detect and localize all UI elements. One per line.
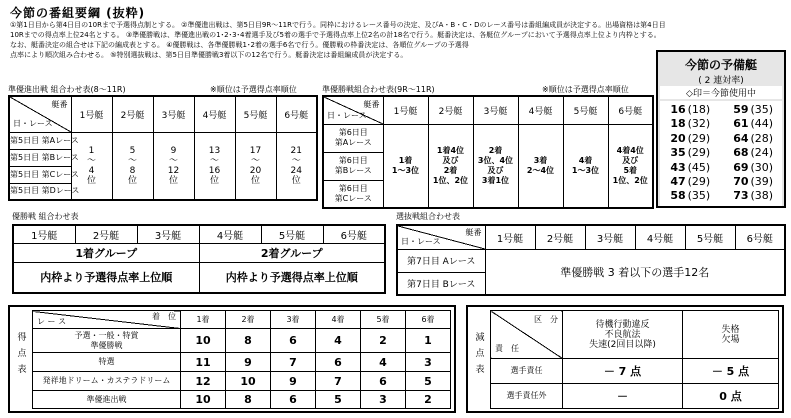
reserve-boat: 70: [733, 175, 749, 189]
row-header: 第7日目 Bレース: [397, 272, 485, 295]
points-cell: 8: [226, 391, 271, 409]
reserve-row: [660, 146, 782, 160]
reserve-boat: 47: [670, 175, 686, 189]
header-label: 艇番: [51, 100, 68, 109]
intro-line: ①第1日目から第4日目の10Rまで予選得点制とする。 ②準優進出戦は、第5日目9R～11Rで行う。同枠におけるレース番号の決定、及びA・B・C・Dのレース番号は番組編成員が決定する。出場資格は第4日目: [10, 21, 666, 29]
final-table: [12, 224, 386, 294]
rank-cell: 4着4位 及び 5着 1位、2位: [608, 124, 653, 208]
reserve-list: [660, 101, 782, 206]
header-label: 責 任: [495, 344, 519, 353]
special-corner: [397, 225, 485, 249]
special-table: [396, 224, 786, 296]
special-title: 選抜戦組合わせ表: [396, 212, 460, 221]
row-header: 第5日目 第Dレース: [9, 183, 71, 200]
points-cell: 10: [181, 391, 226, 409]
special-entrants: 準優勝戦 3 着以下の選手12名: [485, 249, 785, 295]
row-header: 第5日目 第Cレース: [9, 166, 71, 183]
row-header: 選手責任: [491, 359, 563, 384]
points-cell: 2: [406, 391, 451, 409]
header-label: レ ー ス: [37, 317, 67, 326]
reserve-rate: (18): [687, 103, 711, 116]
reserve-row: [660, 189, 782, 203]
final-title: 優勝戦 組合わせ表: [12, 212, 79, 221]
group-2nd-rule: 内枠より予選得点率上位順: [199, 262, 385, 293]
col-header: 4着: [316, 311, 361, 329]
reserve-rate: (38): [750, 189, 774, 203]
col-header: 4号艇: [518, 96, 563, 124]
reserve-row: [660, 132, 782, 146]
col-header: 1号艇: [13, 225, 75, 244]
col-header: 6着: [406, 311, 451, 329]
col-header: 1号艇: [485, 225, 535, 249]
row-header: 準優進出戦: [33, 391, 181, 409]
points-cell: 4: [316, 329, 361, 353]
rank-cell: 21 ～ 24 位: [276, 132, 317, 200]
reserve-rate: (44): [750, 117, 774, 131]
intro-text: [10, 20, 666, 60]
group-2nd: 2着グループ: [199, 244, 385, 263]
row-header: 発祥地ドリーム・カステラドリーム: [33, 372, 181, 391]
reserve-rate: (28): [750, 131, 774, 145]
reserve-rate: (35): [687, 189, 711, 203]
semi-entry-corner: [9, 96, 71, 132]
points-side-label: 得 点 表: [17, 333, 27, 375]
reserve-boat: 58: [670, 189, 686, 203]
deduct-cell: － 7 点: [563, 359, 683, 384]
reserve-row: [660, 117, 782, 131]
reserve-row: [660, 161, 782, 175]
reserve-row: [660, 175, 782, 189]
points-cell: 5: [406, 372, 451, 391]
rank-cell: 2着 3位、4位 及び 3着1位: [473, 124, 518, 208]
row-header: 第7日目 Aレース: [397, 249, 485, 272]
intro-line: 点率により順次組み合わせる。 ⑤特別選抜戦は、第5日目準優勝戦3着以下の12名で行う。艇番決定は番組編成員が決定する。: [10, 51, 408, 59]
row-header: 第6日目 第Cレース: [323, 180, 383, 208]
reserve-rate: (24): [750, 146, 774, 160]
header-label: 日・レース: [401, 236, 441, 246]
header-label: 区 分: [534, 315, 558, 324]
points-cell: 10: [226, 372, 271, 391]
reserve-rate: (29): [687, 146, 711, 160]
rank-cell: 5 ～ 8 位: [112, 132, 153, 200]
reserve-boat: 18: [670, 117, 686, 131]
header-label: 艇番: [465, 228, 482, 237]
reserve-subtitle: ( 2 連対率): [698, 76, 744, 86]
points-cell: 9: [271, 372, 316, 391]
col-header: 3号艇: [585, 225, 635, 249]
col-header: 1着: [181, 311, 226, 329]
col-header: 2号艇: [535, 225, 585, 249]
row-header: 第6日目 第Bレース: [323, 152, 383, 180]
points-cell: 10: [181, 329, 226, 353]
col-header: 5号艇: [563, 96, 608, 124]
rank-cell: 1着 1～3位: [383, 124, 428, 208]
points-cell: 3: [361, 391, 406, 409]
points-cell: 9: [226, 353, 271, 372]
reserve-boat: 43: [670, 160, 686, 174]
points-corner: [33, 311, 181, 329]
col-header: 6号艇: [735, 225, 785, 249]
points-cell: 11: [181, 353, 226, 372]
reserve-boat: 64: [733, 131, 749, 145]
semi-entry-table: [8, 95, 318, 201]
reserve-rate: (32): [687, 117, 711, 131]
intro-line: 10Rまでの得点率上位24名とする。 ③準優勝戦は、準優進出戦の1･2･3･4着選手及び5着の選手で予選得点率上位2名の計18名で行う。艇番決定は、各艇位グループにおいて予選得点率上位より内枠とする。: [10, 31, 661, 39]
col-header: 3号艇: [473, 96, 518, 124]
reserve-boat: 20: [670, 131, 686, 145]
reserve-boat: 73: [733, 189, 749, 203]
row-header: 特選: [33, 353, 181, 372]
rank-cell: 3着 2～4位: [518, 124, 563, 208]
row-header: 第5日目 第Bレース: [9, 149, 71, 166]
col-header: 5着: [361, 311, 406, 329]
deduct-corner: [491, 311, 563, 359]
col-header: 2号艇: [75, 225, 137, 244]
page-title: 今節の番組要綱 (抜粋): [10, 6, 146, 20]
reserve-boat: 35: [670, 146, 686, 160]
col-header: 4号艇: [199, 225, 261, 244]
col-header: 5号艇: [685, 225, 735, 249]
points-cell: 6: [316, 353, 361, 372]
reserve-rate: (45): [687, 160, 711, 174]
group-1st-rule: 内枠より予選得点率上位順: [13, 262, 199, 293]
deduct-table: [490, 310, 779, 409]
reserve-rate: (29): [687, 131, 711, 145]
semi-final-title: 準優勝戦組合わせ表(9R～11R): [322, 85, 435, 94]
col-header: 失格 欠場: [683, 311, 779, 359]
reserve-boat: 59: [733, 103, 749, 116]
points-cell: 4: [361, 353, 406, 372]
reserve-title: 今節の予備艇: [684, 58, 757, 72]
points-cell: 6: [361, 372, 406, 391]
col-header: 2号艇: [112, 96, 153, 132]
points-cell: 7: [271, 353, 316, 372]
col-header: 2号艇: [428, 96, 473, 124]
col-header: 2着: [226, 311, 271, 329]
points-cell: 2: [361, 329, 406, 353]
points-cell: 5: [316, 391, 361, 409]
deduct-cell: －: [563, 384, 683, 409]
semi-entry-note: ※順位は予選得点率順位: [210, 85, 297, 94]
reserve-row: [660, 103, 782, 117]
reserve-boat: 69: [733, 160, 749, 174]
rank-cell: 9 ～ 12 位: [153, 132, 194, 200]
semi-final-note: ※順位は予選得点率順位: [542, 85, 629, 94]
col-header: 6号艇: [323, 225, 385, 244]
col-header: 4号艇: [194, 96, 235, 132]
points-cell: 7: [316, 372, 361, 391]
semi-final-table: [322, 95, 654, 209]
reserve-rate: (35): [750, 103, 774, 116]
points-cell: 12: [181, 372, 226, 391]
header-label: 日・レース: [327, 110, 367, 120]
rank-cell: 17 ～ 20 位: [235, 132, 276, 200]
reserve-boat: 16: [670, 103, 686, 116]
row-header: 選手責任外: [491, 384, 563, 409]
col-header: 5号艇: [235, 96, 276, 132]
col-header: 待機行動違反 不良航法 失速(2回目以降): [563, 311, 683, 359]
row-header: 第5日目 第Aレース: [9, 132, 71, 149]
reserve-legend: ◇印＝今節使用中: [660, 86, 782, 99]
col-header: 3号艇: [153, 96, 194, 132]
points-cell: 1: [406, 329, 451, 353]
header-label: 艇番: [363, 100, 380, 109]
rank-cell: 13 ～ 16 位: [194, 132, 235, 200]
col-header: 6号艇: [608, 96, 653, 124]
col-header: 1号艇: [71, 96, 112, 132]
col-header: 1号艇: [383, 96, 428, 124]
reserve-rate: (39): [750, 175, 774, 189]
col-header: 5号艇: [261, 225, 323, 244]
col-header: 6号艇: [276, 96, 317, 132]
points-cell: 3: [406, 353, 451, 372]
points-cell: 6: [271, 391, 316, 409]
semi-entry-title: 準優進出戦 組合わせ表(8～11R): [8, 85, 126, 94]
row-header: 第6日目 第Aレース: [323, 124, 383, 152]
semi-final-corner: [323, 96, 383, 124]
reserve-boats-box: [656, 50, 786, 208]
col-header: 3号艇: [137, 225, 199, 244]
points-cell: 8: [226, 329, 271, 353]
col-header: 4号艇: [635, 225, 685, 249]
col-header: 3着: [271, 311, 316, 329]
header-label: 日・レース: [13, 118, 53, 128]
points-table: [32, 310, 451, 409]
intro-line: なお、艇番決定の組合せは下記の編成表とする。 ④優勝戦は、各準優勝戦1･2着の選手6名で行う。優勝戦の枠番決定は、各順位グループの予選得: [10, 41, 469, 49]
points-cell: 6: [271, 329, 316, 353]
group-1st: 1着グループ: [13, 244, 199, 263]
header-label: 着 位: [152, 312, 176, 321]
reserve-boat: 61: [733, 117, 749, 131]
deduct-side-label: 減 点 表: [475, 333, 485, 375]
rank-cell: 1着4位 及び 2着 1位、2位: [428, 124, 473, 208]
row-header: 予選・一般・特賞 準優勝戦: [33, 329, 181, 353]
rank-cell: 1 ～ 4 位: [71, 132, 112, 200]
reserve-rate: (30): [750, 160, 774, 174]
reserve-boat: 68: [733, 146, 749, 160]
deduct-cell: － 5 点: [683, 359, 779, 384]
deduct-cell: 0 点: [683, 384, 779, 409]
reserve-rate: (29): [687, 175, 711, 189]
rank-cell: 4着 1～3位: [563, 124, 608, 208]
